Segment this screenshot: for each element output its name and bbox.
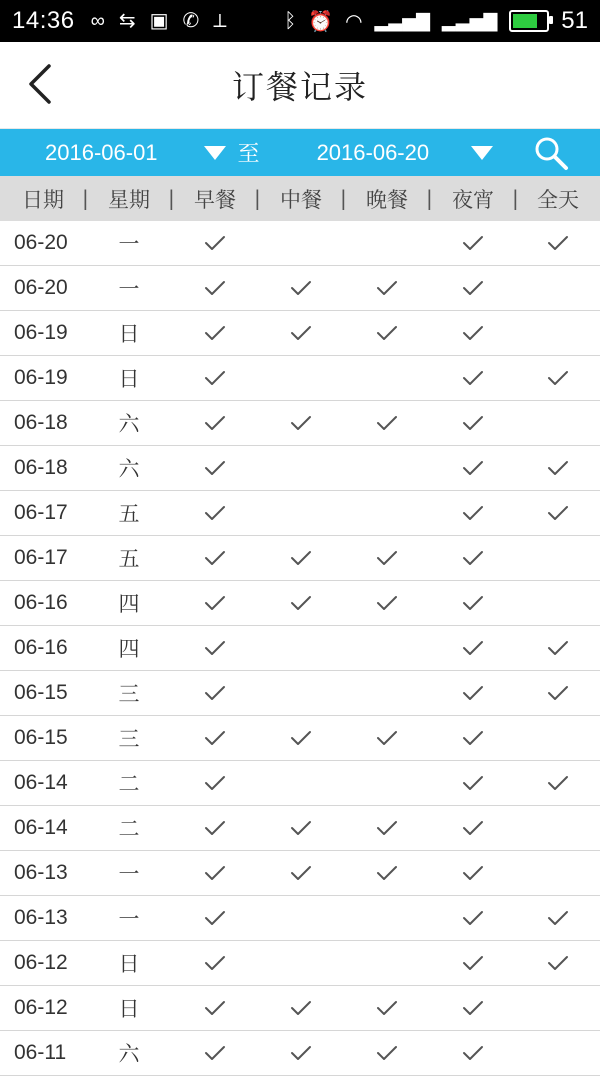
row-date: 06-13 [14, 906, 68, 929]
usb-icon: ⇆ [118, 10, 136, 32]
check-icon [376, 1000, 398, 1016]
table-row[interactable] [0, 311, 600, 356]
check-icon [462, 280, 484, 296]
column-lunch-cell [258, 820, 344, 836]
column-lunch-cell [258, 415, 344, 431]
row-weekday: 日 [118, 952, 140, 976]
row-date: 06-20 [14, 276, 68, 299]
column-dinner-cell [344, 280, 430, 296]
column-supper-cell [430, 865, 516, 881]
check-icon [462, 325, 484, 341]
check-icon [204, 820, 226, 836]
check-icon [290, 595, 312, 611]
check-icon [290, 820, 312, 836]
column-breakfast-cell [172, 865, 258, 881]
check-icon [462, 505, 484, 521]
row-date: 06-18 [14, 411, 68, 434]
check-icon [376, 865, 398, 881]
row-weekday: 三 [118, 727, 140, 751]
check-icon [204, 1000, 226, 1016]
check-icon [204, 640, 226, 656]
column-allday-cell [516, 505, 600, 521]
column-supper-cell [430, 640, 516, 656]
check-icon [462, 775, 484, 791]
column-supper-cell [430, 955, 516, 971]
column-supper-cell [430, 325, 516, 341]
share-icon: ⟂ [213, 10, 227, 32]
signal-lte-icon: ▂▃▅▇ [441, 10, 498, 31]
battery-level: 51 [561, 7, 588, 34]
check-icon [204, 685, 226, 701]
row-date: 06-15 [14, 681, 68, 704]
row-date: 06-14 [14, 771, 68, 794]
end-date[interactable]: 2016-06-20 [316, 139, 430, 165]
column-breakfast-cell [172, 820, 258, 836]
check-icon [547, 460, 569, 476]
column-allday-cell [516, 460, 600, 476]
column-breakfast-cell [172, 280, 258, 296]
row-date: 06-17 [14, 546, 68, 569]
row-weekday: 日 [118, 322, 140, 346]
column-breakfast-cell [172, 460, 258, 476]
column-allday-cell [516, 685, 600, 701]
column-lunch-cell [258, 280, 344, 296]
check-icon [376, 550, 398, 566]
check-icon [290, 280, 312, 296]
status-bar [0, 0, 600, 42]
column-supper-cell [430, 1045, 516, 1061]
row-weekday: 二 [118, 772, 140, 796]
row-weekday: 五 [118, 547, 140, 571]
to-label: 至 [237, 142, 260, 167]
column-breakfast-cell [172, 640, 258, 656]
table-row[interactable] [0, 536, 600, 581]
check-icon [376, 415, 398, 431]
row-weekday: 一 [118, 277, 140, 301]
check-icon [462, 865, 484, 881]
column-lunch-header: 中餐 [280, 187, 322, 212]
column-dinner-cell [344, 325, 430, 341]
check-icon [376, 595, 398, 611]
check-icon [376, 280, 398, 296]
column-dinner-cell [344, 550, 430, 566]
check-icon [290, 1045, 312, 1061]
image-icon: ▣ [149, 10, 169, 32]
check-icon [290, 415, 312, 431]
check-icon [462, 820, 484, 836]
column-dinner-header: 晚餐 [366, 187, 408, 212]
search-icon [533, 135, 569, 171]
check-icon [547, 910, 569, 926]
column-breakfast-cell [172, 955, 258, 971]
table-row[interactable] [0, 761, 600, 806]
column-date-header: 日期 [22, 187, 64, 212]
check-icon [290, 325, 312, 341]
check-icon [204, 235, 226, 251]
page-title: 订餐记录 [231, 68, 368, 106]
row-weekday: 一 [118, 862, 140, 886]
alarm-icon: ⏰ [308, 10, 334, 33]
row-weekday: 日 [118, 367, 140, 391]
column-breakfast-cell [172, 775, 258, 791]
column-dinner-cell [344, 595, 430, 611]
check-icon [547, 775, 569, 791]
check-icon [204, 460, 226, 476]
check-icon [204, 325, 226, 341]
column-dinner-cell [344, 1000, 430, 1016]
column-lunch-cell [258, 1045, 344, 1061]
row-weekday: 五 [118, 502, 140, 526]
check-icon [204, 415, 226, 431]
column-header: 日期 | 星期 | 早餐 | 中餐 | 晚餐 | 夜宵 | 全天 [0, 176, 600, 221]
status-icons [91, 11, 227, 31]
call-icon: ✆ [182, 10, 200, 32]
column-week-header: 星期 [108, 187, 150, 212]
column-lunch-cell [258, 730, 344, 746]
table-row[interactable] [0, 356, 600, 401]
column-allday-cell [516, 235, 600, 251]
column-breakfast-cell [172, 685, 258, 701]
table-row[interactable] [0, 401, 600, 446]
column-supper-cell [430, 235, 516, 251]
row-weekday: 日 [118, 997, 140, 1021]
start-date[interactable]: 2016-06-01 [45, 139, 158, 165]
column-supper-cell [430, 1000, 516, 1016]
check-icon [376, 1045, 398, 1061]
check-icon [462, 235, 484, 251]
column-dinner-cell [344, 865, 430, 881]
signal-icon: ▂▃▅▇ [374, 10, 430, 31]
column-supper-cell [430, 730, 516, 746]
check-icon [376, 730, 398, 746]
table-row[interactable] [0, 581, 600, 626]
row-date: 06-12 [14, 996, 68, 1019]
row-date: 06-13 [14, 861, 68, 884]
column-allday-cell [516, 955, 600, 971]
check-icon [204, 955, 226, 971]
row-date: 06-11 [14, 1041, 67, 1064]
check-icon [204, 505, 226, 521]
triangle-down-icon[interactable] [204, 146, 226, 160]
back-button[interactable] [20, 64, 60, 104]
column-breakfast-cell [172, 730, 258, 746]
table-row[interactable] [0, 266, 600, 311]
column-lunch-cell [258, 550, 344, 566]
check-icon [462, 640, 484, 656]
battery-icon [509, 10, 549, 32]
column-breakfast-header: 早餐 [194, 187, 236, 212]
row-date: 06-12 [14, 951, 68, 974]
row-date: 06-15 [14, 726, 68, 749]
column-lunch-cell [258, 595, 344, 611]
column-supper-cell [430, 460, 516, 476]
table-row[interactable] [0, 941, 600, 986]
column-lunch-cell [258, 325, 344, 341]
check-icon [462, 730, 484, 746]
table-row[interactable] [0, 851, 600, 896]
check-icon [462, 460, 484, 476]
row-weekday: 六 [118, 412, 140, 436]
column-dinner-cell [344, 1045, 430, 1061]
records-list [0, 221, 600, 1076]
table-row[interactable] [0, 626, 600, 671]
column-allday-header: 全天 [537, 187, 579, 212]
infinity-icon: ∞ [90, 10, 105, 32]
row-weekday: 三 [118, 682, 140, 706]
column-supper-header: 夜宵 [452, 187, 494, 212]
table-row[interactable] [0, 806, 600, 851]
column-breakfast-cell [172, 325, 258, 341]
row-date: 06-19 [14, 366, 68, 389]
row-date: 06-18 [14, 456, 68, 479]
column-breakfast-cell [172, 235, 258, 251]
check-icon [204, 1045, 226, 1061]
row-date: 06-16 [14, 636, 68, 659]
check-icon [462, 595, 484, 611]
row-date: 06-17 [14, 501, 68, 524]
check-icon [462, 1045, 484, 1061]
status-time: 14:36 [12, 7, 75, 34]
check-icon [376, 325, 398, 341]
check-icon [290, 1000, 312, 1016]
check-icon [204, 550, 226, 566]
check-icon [547, 685, 569, 701]
check-icon [290, 865, 312, 881]
row-weekday: 一 [118, 907, 140, 931]
column-allday-cell [516, 775, 600, 791]
column-breakfast-cell [172, 505, 258, 521]
chevron-left-icon [25, 64, 55, 104]
check-icon [462, 370, 484, 386]
check-icon [547, 505, 569, 521]
row-date: 06-20 [14, 231, 68, 254]
wifi-icon: ◠ [345, 10, 363, 33]
check-icon [462, 550, 484, 566]
table-row[interactable] [0, 986, 600, 1031]
check-icon [462, 910, 484, 926]
column-supper-cell [430, 595, 516, 611]
row-weekday: 二 [118, 817, 140, 841]
column-breakfast-cell [172, 595, 258, 611]
column-allday-cell [516, 640, 600, 656]
row-date: 06-19 [14, 321, 68, 344]
column-breakfast-cell [172, 1000, 258, 1016]
column-supper-cell [430, 370, 516, 386]
column-allday-cell [516, 370, 600, 386]
column-breakfast-cell [172, 1045, 258, 1061]
check-icon [376, 820, 398, 836]
column-lunch-cell [258, 1000, 344, 1016]
check-icon [462, 415, 484, 431]
row-weekday: 六 [118, 457, 140, 481]
check-icon [547, 370, 569, 386]
check-icon [547, 640, 569, 656]
check-icon [290, 550, 312, 566]
check-icon [462, 1000, 484, 1016]
triangle-down-icon[interactable] [471, 146, 493, 160]
date-filter-bar [0, 129, 600, 176]
column-dinner-cell [344, 820, 430, 836]
column-allday-cell [516, 910, 600, 926]
row-weekday: 四 [118, 592, 140, 616]
column-supper-cell [430, 685, 516, 701]
table-row[interactable] [0, 671, 600, 716]
check-icon [547, 235, 569, 251]
column-lunch-cell [258, 865, 344, 881]
table-row[interactable] [0, 716, 600, 761]
check-icon [204, 730, 226, 746]
column-dinner-cell [344, 730, 430, 746]
row-weekday: 四 [118, 637, 140, 661]
column-supper-cell [430, 775, 516, 791]
column-dinner-cell [344, 415, 430, 431]
check-icon [204, 595, 226, 611]
check-icon [290, 730, 312, 746]
column-supper-cell [430, 415, 516, 431]
search-button[interactable] [533, 135, 569, 171]
check-icon [547, 955, 569, 971]
column-supper-cell [430, 910, 516, 926]
check-icon [204, 370, 226, 386]
column-supper-cell [430, 505, 516, 521]
column-supper-cell [430, 550, 516, 566]
status-right [284, 7, 588, 35]
check-icon [204, 280, 226, 296]
table-row[interactable] [0, 446, 600, 491]
table-row[interactable] [0, 896, 600, 941]
check-icon [204, 910, 226, 926]
check-icon [462, 955, 484, 971]
check-icon [204, 865, 226, 881]
row-date: 06-14 [14, 816, 68, 839]
row-date: 06-16 [14, 591, 68, 614]
column-supper-cell [430, 280, 516, 296]
column-supper-cell [430, 820, 516, 836]
header [0, 42, 600, 129]
column-breakfast-cell [172, 370, 258, 386]
check-icon [462, 685, 484, 701]
table-row[interactable] [0, 221, 600, 266]
column-breakfast-cell [172, 415, 258, 431]
column-breakfast-cell [172, 910, 258, 926]
table-row[interactable] [0, 491, 600, 536]
column-breakfast-cell [172, 550, 258, 566]
table-row[interactable] [0, 1031, 600, 1076]
row-weekday: 一 [118, 232, 140, 256]
row-weekday: 六 [118, 1042, 140, 1066]
check-icon [204, 775, 226, 791]
bluetooth-icon: ᛒ [284, 9, 297, 32]
